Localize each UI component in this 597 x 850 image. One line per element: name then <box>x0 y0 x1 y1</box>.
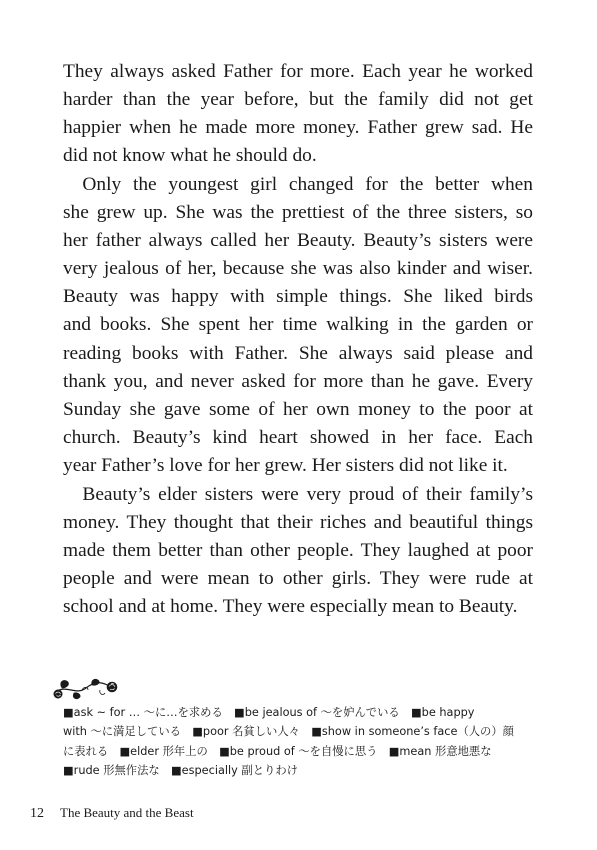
rose-vine-ornament-icon <box>52 674 120 700</box>
text-line: made them better than other people. They laughed at poor <box>63 540 533 562</box>
text-line: year Father’s love for her grew. Her sisters did not like it. <box>63 454 508 476</box>
glossary-line: に表れる ■elder 形年上の ■be proud of ～を自慢に思う ■mean 形意地悪な <box>63 744 492 758</box>
paragraph-3 <box>63 481 533 621</box>
paragraph-1 <box>63 58 533 170</box>
glossary-line: with ～に満足している ■poor 名貧しい人々 ■show in someone’s face（人の）顔 <box>63 725 514 739</box>
glossary-line: ■rude 形無作法な ■especially 副とりわけ <box>63 764 298 778</box>
glossary-notes <box>63 703 539 781</box>
text-line: and books. She spent her time walking in the garden or <box>63 314 533 336</box>
text-line: Only the youngest girl changed for the better when <box>63 174 533 195</box>
text-line: people and were mean to other girls. They were rude at <box>63 568 533 590</box>
text-line: Sunday she gave some of her own money to the poor at <box>63 398 533 420</box>
text-line: Beauty’s elder sisters were very proud of their family’s <box>63 484 533 505</box>
page-number: 12 <box>30 806 44 821</box>
text-line: her father always called her Beauty. Beauty’s sisters were <box>63 230 533 252</box>
text-line: money. They thought that their riches and beautiful things <box>63 512 533 534</box>
text-line: very jealous of her, because she was also kinder and wiser. <box>63 258 533 280</box>
text-line: did not know what he should do. <box>63 145 317 167</box>
page-footer <box>30 805 194 822</box>
text-line: Beauty was happy with simple things. She liked birds <box>63 286 533 308</box>
book-title: The Beauty and the Beast <box>60 805 194 820</box>
text-line: They always asked Father for more. Each year he worked <box>63 61 533 82</box>
text-line: church. Beauty’s kind heart showed in her face. Each <box>63 426 533 448</box>
text-line: happier when he made more money. Father grew sad. He <box>63 117 533 139</box>
text-line: thank you, and never asked for more than he gave. Every <box>63 370 533 392</box>
text-line: harder than the year before, but the family did not get <box>63 89 533 111</box>
paragraph-2 <box>63 171 533 480</box>
glossary-line: ■ask ~ for … ～に…を求める ■be jealous of ～を妒んでいる ■be happy <box>63 706 475 719</box>
text-line: she grew up. She was the prettiest of the three sisters, so <box>63 202 533 224</box>
text-line: reading books with Father. She always said please and <box>63 342 533 364</box>
text-line: school and at home. They were especially mean to Beauty. <box>63 596 518 618</box>
